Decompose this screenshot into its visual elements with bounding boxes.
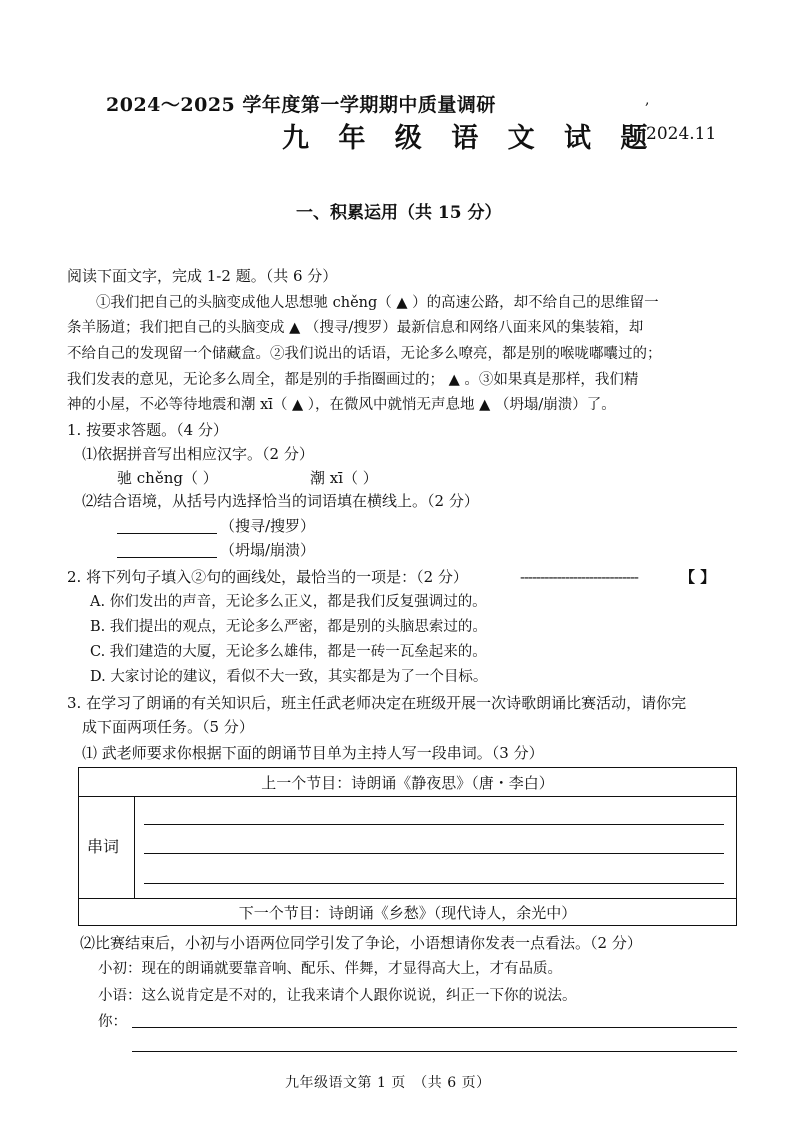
passage-line-5: 神的小屋，不必等待地震和潮 xī（ ▲ ），在微风中就悄无声息地 ▲ （坍塌/崩溃）了。	[67, 397, 616, 413]
chuanci-line-1[interactable]	[144, 824, 724, 825]
q3-part2: ⑵比赛结束后，小初与小语两位同学引发了争论，小语想请你发表一点看法。（2 分）	[80, 934, 642, 952]
passage-line-2: 条羊肠道；我们把自己的头脑变成 ▲ （搜寻/搜罗）最新信息和网络八面来风的集装箱，却	[67, 320, 644, 336]
answer-line-you-1[interactable]	[132, 1027, 737, 1028]
section-heading: 一、积累运用（共 15 分）	[296, 203, 502, 223]
answer-line-2[interactable]	[117, 557, 217, 558]
chuanci-line-3[interactable]	[144, 883, 724, 884]
table-label-chuanci: 串词	[87, 837, 120, 856]
passage-line-3: 不给自己的发现留一个储藏盒。②我们说出的话语，无论多么嘹亮，都是别的喉咙嘟囔过的；	[67, 346, 662, 362]
table-next-program: 下一个节目：诗朗诵《乡愁》（现代诗人，余光中）	[238, 904, 577, 922]
q1-part2: ⑵结合语境，从括号内选择恰当的词语填在横线上。（2 分）	[82, 492, 479, 510]
chuanci-line-2[interactable]	[144, 853, 724, 854]
title-mark: ,	[645, 92, 650, 108]
q1-pinyin-chao: 潮 xī（ ）	[310, 469, 378, 487]
passage-line-1	[96, 292, 659, 314]
q2-stem: 2. 将下列句子填入②句的画线处，最恰当的一项是：（2 分）	[67, 568, 468, 586]
q2-option-d: D. 大家讨论的建议，看似不大一致，其实都是为了一个目标。	[90, 669, 488, 685]
exam-subtitle: 九 年 级 语 文 试 题	[282, 123, 658, 154]
dialogue-xiaochu: 小初：现在的朗诵就要靠音响、配乐、伴舞，才显得高大上，才有品质。	[98, 961, 562, 977]
q2-answer-bracket[interactable]: 【 】	[680, 568, 716, 586]
table-divider-top	[78, 796, 737, 797]
dialogue-xiaoyu: 小语：这么说肯定是不对的，让我来请个人跟你说说，纠正一下你的说法。	[98, 988, 577, 1004]
q2-option-c: C. 我们建造的大厦，无论多么雄伟，都是一砖一瓦垒起来的。	[90, 644, 487, 660]
q1-option-2: （坍塌/崩溃）	[220, 541, 316, 559]
passage-line-4: 我们发表的意见，无论多么周全，都是别的手指圈画过的； ▲ 。③如果真是那样，我们精	[67, 372, 639, 388]
reading-intro: 阅读下面文字，完成 1-2 题。（共 6 分）	[67, 267, 338, 285]
answer-line-you-2[interactable]	[132, 1051, 737, 1052]
passage-line-1-text: ①我们把自己的头脑变成他人思想驰 chěng（ ▲ ）的高速公路，却不给自己的思维留一	[96, 295, 659, 311]
q1-part1: ⑴依据拼音写出相应汉字。（2 分）	[82, 445, 314, 463]
table-prev-program: 上一个节目：诗朗诵《静夜思》（唐・李白）	[261, 774, 554, 792]
page-footer: 九年级语文第 1 页 （共 6 页）	[285, 1075, 491, 1091]
table-divider-bottom	[78, 898, 737, 899]
exam-date: 2024.11	[646, 124, 717, 144]
table-divider-vertical	[134, 796, 135, 898]
dialogue-you-label: 你：	[98, 1014, 127, 1030]
q2-dashes: -----------------------------	[520, 568, 638, 586]
q2-option-b: B. 我们提出的观点，无论多么严密，都是别的头脑思索过的。	[90, 619, 487, 635]
q1-option-1: （搜寻/搜罗）	[220, 517, 316, 535]
q1-stem: 1. 按要求答题。（4 分）	[67, 421, 228, 439]
q3-part1: ⑴ 武老师要求你根据下面的朗诵节目单为主持人写一段串词。（3 分）	[82, 744, 544, 762]
q1-pinyin-chi: 驰 chěng（ ）	[117, 469, 218, 487]
answer-line-1[interactable]	[117, 533, 217, 534]
q3-stem-line-2: 成下面两项任务。（5 分）	[82, 718, 254, 736]
exam-title: 2024～2025 学年度第一学期期中质量调研	[106, 94, 496, 116]
q3-stem-line-1: 3. 在学习了朗诵的有关知识后，班主任武老师决定在班级开展一次诗歌朗诵比赛活动，请你完	[67, 694, 687, 712]
q2-option-a: A. 你们发出的声音，无论多么正义，都是我们反复强调过的。	[90, 594, 487, 610]
